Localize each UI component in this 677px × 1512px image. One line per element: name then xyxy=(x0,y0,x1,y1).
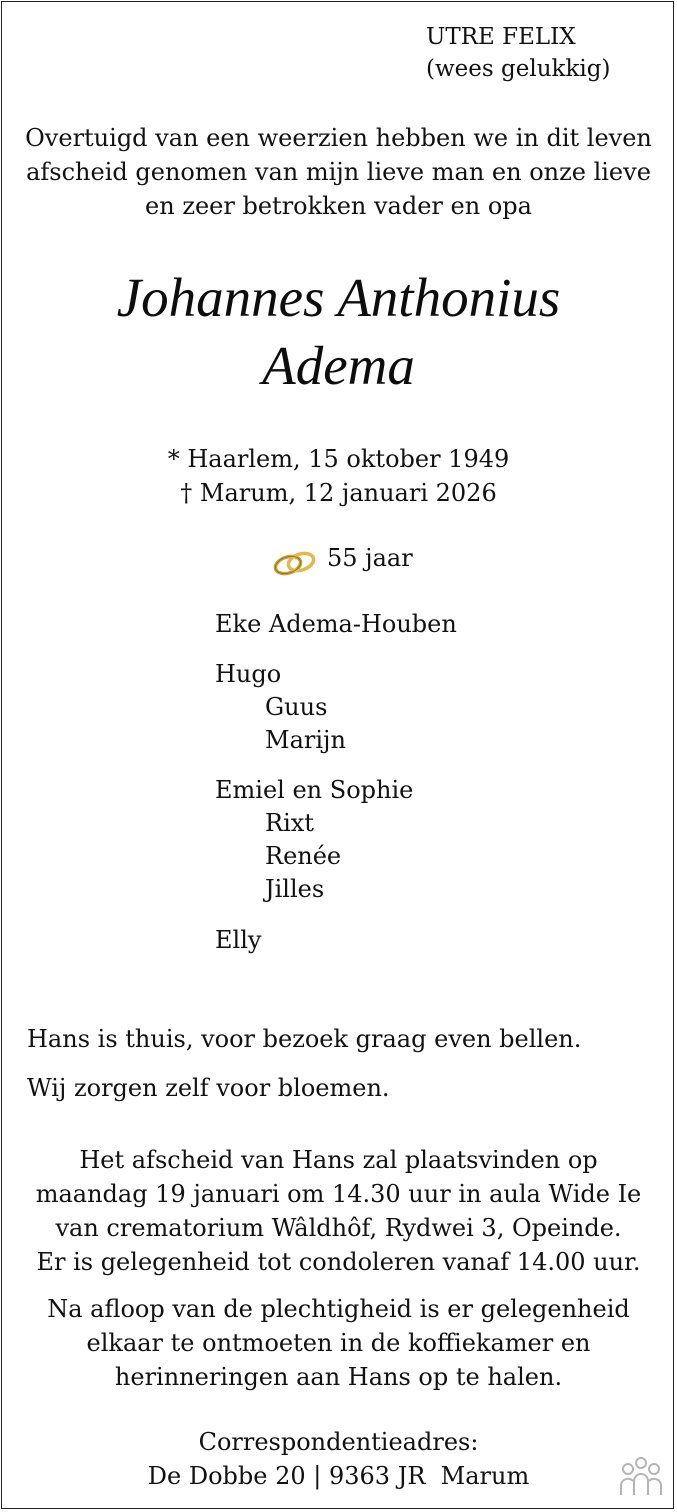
ceremony-line-1: Het afscheid van Hans zal plaatsvinden op xyxy=(79,1146,598,1174)
ceremony-line-4: Er is gelegenheid tot condoleren vanaf 14.00 uur. xyxy=(36,1248,641,1276)
intro-text xyxy=(0,121,677,223)
grandchild-name: Renée xyxy=(265,842,342,870)
announcement-border xyxy=(1,1,674,1509)
correspondence-address: De Dobbe 20 | 9363 JR Marum xyxy=(147,1462,530,1490)
child-name: Emiel en Sophie xyxy=(215,776,414,804)
gathering-line-2: elkaar te ontmoeten in de koffiekamer en xyxy=(86,1329,591,1357)
people-group-logo-icon xyxy=(617,1455,665,1497)
ceremony-info xyxy=(0,1143,677,1279)
flowers-note: Wij zorgen zelf voor bloemen. xyxy=(27,1074,390,1102)
intro-line-2: afscheid genomen van mijn lieve man en onze lieve xyxy=(26,158,651,186)
visit-note: Hans is thuis, voor bezoek graag even bellen. xyxy=(27,1025,582,1053)
motto-line-1: UTRE FELIX xyxy=(426,24,576,50)
child-name: Hugo xyxy=(215,660,282,688)
correspondence-label: Correspondentieadres: xyxy=(198,1428,479,1456)
ceremony-line-3: van crematorium Wâldhôf, Rydwei 3, Opeinde. xyxy=(55,1214,622,1242)
birth-date: * Haarlem, 15 oktober 1949 xyxy=(167,445,510,473)
child-name: Elly xyxy=(215,926,262,954)
correspondence xyxy=(0,1425,677,1493)
deceased-name-line-1: Johannes Anthonius xyxy=(116,267,561,328)
grandchild-name: Rixt xyxy=(265,809,314,837)
ceremony-line-2: maandag 19 januari om 14.30 uur in aula Wide Ie xyxy=(35,1180,642,1208)
gathering-line-3: herinneringen aan Hans op te halen. xyxy=(114,1363,563,1391)
gathering-info xyxy=(0,1292,677,1394)
intro-line-1: Overtuigd van een weerzien hebben we in dit leven xyxy=(25,124,652,152)
grandchild-name: Jilles xyxy=(265,875,325,903)
deceased-name-line-2: Adema xyxy=(262,335,415,396)
intro-line-3: en zeer betrokken vader en opa xyxy=(145,192,532,220)
motto-line-2: (wees gelukkig) xyxy=(426,56,611,82)
grandchild-name: Guus xyxy=(265,693,328,721)
spouse-name: Eke Adema-Houben xyxy=(215,610,457,638)
wedding-rings-icon xyxy=(270,548,320,578)
death-date: † Marum, 12 januari 2026 xyxy=(180,479,497,507)
gathering-line-1: Na afloop van de plechtigheid is er gelegenheid xyxy=(47,1295,630,1323)
grandchild-name: Marijn xyxy=(265,726,346,754)
life-dates xyxy=(0,442,677,510)
marriage-years: 55 jaar xyxy=(327,544,413,572)
